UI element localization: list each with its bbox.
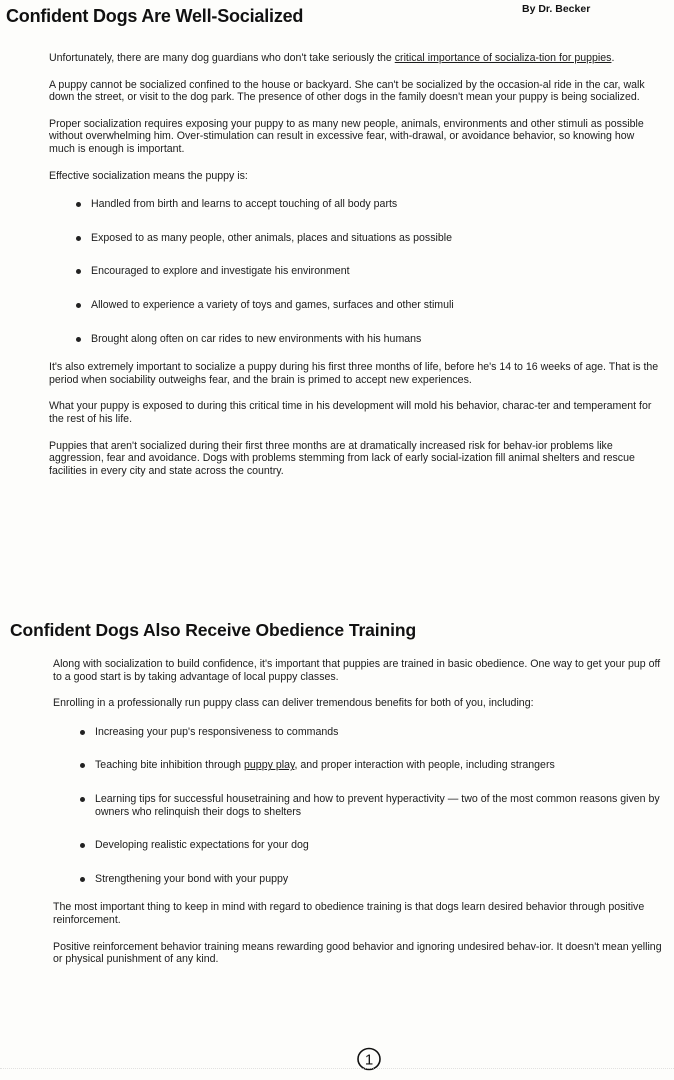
- bullet-text-pre: Teaching bite inhibition through: [95, 759, 245, 772]
- list-item: [53, 726, 665, 739]
- list-item-text: Encouraged to explore and investigate his environment: [91, 265, 350, 278]
- list-item-text: Increasing your pup's responsiveness to commands: [95, 725, 339, 738]
- section-title-obedience: Confident Dogs Also Receive Obedience Training: [10, 620, 417, 640]
- bullet-icon: [80, 843, 85, 848]
- paragraph-reinforcement-training: Positive reinforcement behavior training means rewarding good behavior and ignoring undesired behav-ior. It doesn't mean yelling or physical punishment of any kind.: [53, 940, 662, 966]
- socialization-list: [49, 198, 659, 345]
- page-number-text: 1: [364, 1051, 374, 1069]
- bullet-icon: [80, 797, 85, 802]
- intro-text: Unfortunately, there are many dog guardians who don't take seriously the: [49, 52, 395, 64]
- list-item: [49, 232, 659, 245]
- list-item: [53, 873, 665, 886]
- critical-importance-link[interactable]: critical importance of socializa-tion for puppies: [394, 52, 612, 64]
- footer-divider: [0, 1068, 674, 1077]
- list-item-text: Learning tips for successful housetraining and how to prevent hyperactivity — two of the most common reasons given by owners who relinquish their dogs to shelters: [95, 792, 660, 818]
- paragraph-behavior-risk: Puppies that aren't socialized during their first three months are at dramatically increased risk for behav-ior problems like aggression, fear and avoidance. Dogs with problems stemming from lack of early social-ization fill animal shelters and rescue facilities in every city and state across the country.: [49, 439, 635, 477]
- bullet-icon: [76, 236, 81, 241]
- list-item: [49, 265, 659, 278]
- list-item-text: Brought along often on car rides to new environments with his humans: [91, 332, 422, 345]
- list-item: [49, 198, 659, 211]
- bullet-icon: [76, 303, 81, 308]
- list-item-text: Developing realistic expectations for your dog: [95, 839, 309, 852]
- bullet-icon: [76, 202, 81, 207]
- paragraph-effective-socialization: Effective socialization means the puppy is:: [49, 169, 248, 182]
- paragraph-confinement: A puppy cannot be socialized confined to the house or backyard. She can't be socialized by the occasion-al ride in the car, walk down the street, or visit to the dog park. The presence of other dogs in the family doesn't mean your puppy is being socialized.: [49, 78, 645, 104]
- section-socialization: [49, 52, 659, 491]
- list-item: [53, 793, 665, 818]
- paragraph-obedience-intro: Along with socialization to build confidence, it's important that puppies are trained in basic obedience. One way to get your pup off to a good start is by taking advantage of local puppy classes.: [53, 658, 661, 683]
- bullet-icon: [80, 877, 85, 882]
- paragraph-first-three-months: It's also extremely important to socialize a puppy during his first three months of life, before he's 14 to 16 weeks of age. That is the period when sociability outweighs fear, and the brain is primed to accept new experiences.: [49, 361, 659, 386]
- intro-period: .: [611, 52, 615, 64]
- list-item: [49, 299, 659, 312]
- paragraph-puppy-class: Enrolling in a professionally run puppy class can deliver tremendous benefits for both of you, including:: [53, 697, 534, 710]
- list-item-text: Strengthening your bond with your puppy: [95, 872, 289, 885]
- list-item: [53, 839, 665, 852]
- paragraph-positive-reinforcement: The most important thing to keep in mind with regard to obedience training is that dogs learn desired behavior through positive reinforcement.: [53, 901, 645, 926]
- list-item-text: [95, 759, 555, 771]
- list-item-text: Exposed to as many people, other animals, places and situations as possible: [91, 231, 452, 244]
- author-byline: By Dr. Becker: [522, 3, 591, 15]
- paragraph-intro: [49, 52, 659, 65]
- paragraph-proper-socialization: Proper socialization requires exposing your puppy to as many new people, animals, environments and other stimuli as possible without overwhelming him. Over-stimulation can result in excessive fear, with-drawal, or avoidance behavior, so knowing how much is enough is important.: [49, 117, 644, 155]
- bullet-icon: [76, 337, 81, 342]
- paragraph-critical-time: What your puppy is exposed to during this critical time in his development will mold his behavior, charac-ter and temperament for the rest of his life.: [49, 400, 652, 425]
- bullet-icon: [80, 763, 85, 768]
- page-title: Confident Dogs Are Well-Socialized: [6, 6, 304, 26]
- list-item: [49, 333, 659, 346]
- section-obedience: [53, 658, 665, 980]
- list-item-text: Handled from birth and learns to accept touching of all body parts: [91, 198, 398, 211]
- bullet-text-post: , and proper interaction with people, including strangers: [294, 759, 555, 772]
- list-item: [53, 759, 665, 772]
- benefits-list: [53, 726, 665, 886]
- list-item-text: Allowed to experience a variety of toys and games, surfaces and other stimuli: [91, 298, 454, 311]
- bullet-icon: [80, 730, 85, 735]
- puppy-play-link[interactable]: puppy play: [244, 759, 295, 772]
- bullet-icon: [76, 269, 81, 274]
